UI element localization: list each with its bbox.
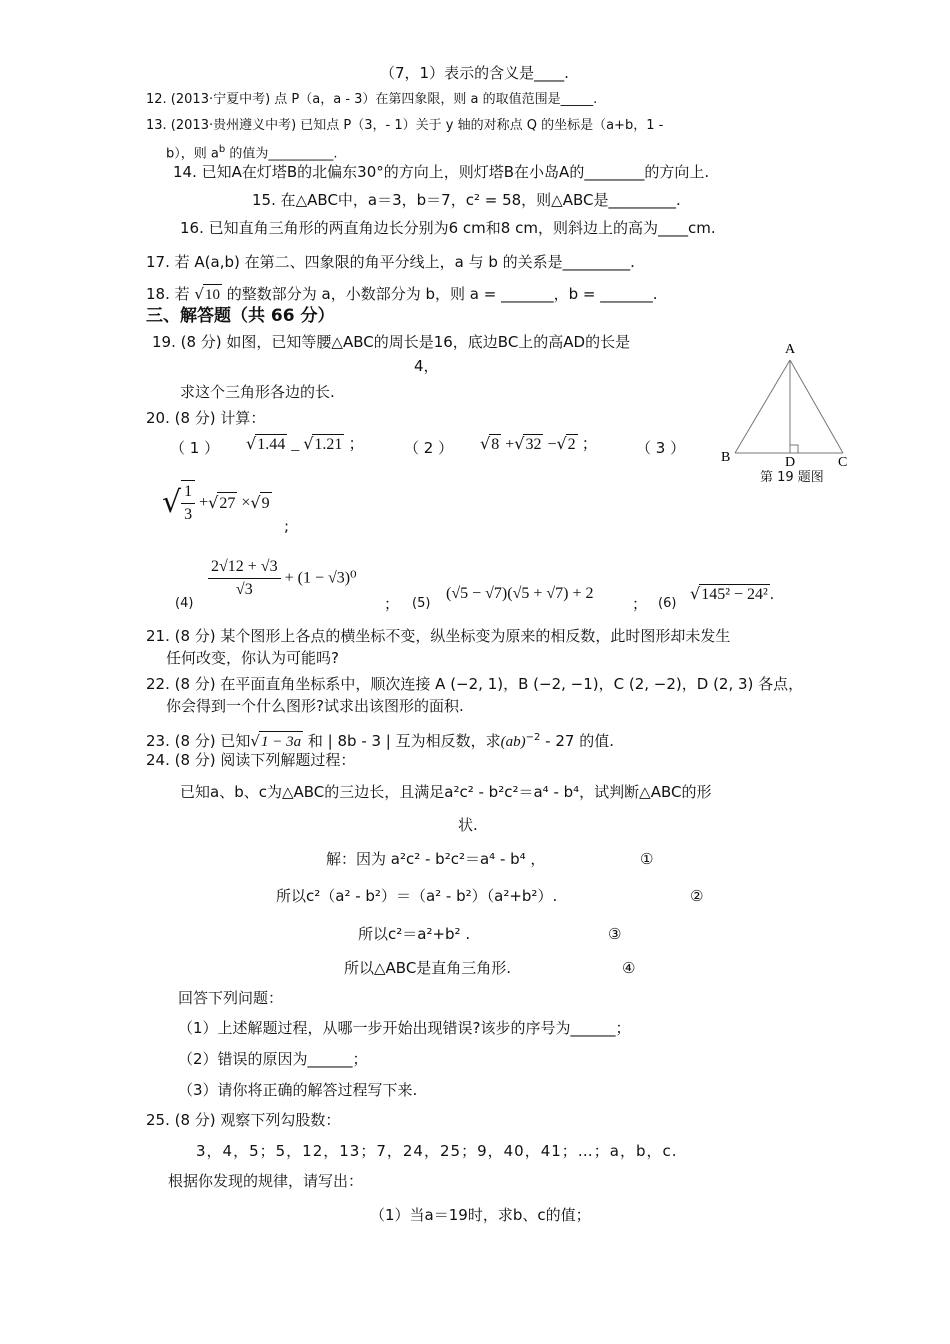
radicand-27: 27	[217, 492, 237, 515]
right-angle-mark	[790, 445, 798, 453]
solution-step3: 所以c²＝a²+b² .	[358, 925, 471, 943]
question-12: 12. (2013·宁夏中考) 点 P（a，a - 3）在第四象限，则 a 的取值范围是_____.	[146, 92, 598, 107]
label-a: A	[785, 342, 796, 357]
answer-2: （2）错误的原因为______；	[178, 1050, 368, 1068]
question-21-line1: 21. (8 分) 某个图形上各点的横坐标不变，纵坐标变为原来的相反数，此时图形却未发生	[146, 627, 731, 645]
radicand-8: 8	[491, 436, 500, 453]
q20-item1-label: （ 1 ）	[170, 439, 220, 457]
label-c: C	[838, 455, 848, 470]
question-25: 25. (8 分) 观察下列勾股数：	[146, 1111, 341, 1129]
q23-radicand: 1 − 3a	[259, 731, 303, 752]
q23-ab: (ab)	[500, 734, 526, 750]
question-18	[146, 284, 657, 305]
answer-1: （1）上述解题过程，从哪一步开始出现错误?该步的序号为______；	[178, 1019, 631, 1037]
question-20: 20. (8 分) 计算：	[146, 409, 266, 427]
radicand-9: 9	[260, 492, 272, 515]
q13-end: 的值为__________.	[225, 146, 338, 162]
sqrt-symbol: √	[194, 285, 204, 303]
line-q11-tail: （7，1）表示的含义是____.	[380, 64, 569, 82]
q24-given-line1: 已知a、b、c为△ABC的三边长，且满足a²c² - b²c²＝a⁴ - b⁴，试判断△ABC的形	[180, 783, 712, 801]
radicand-145-24: 145² − 24²	[701, 586, 768, 603]
q20-item1-expr: √1.44 _ √1.21 ；	[246, 434, 365, 453]
solution-step4: 所以△ABC是直角三角形.	[344, 959, 512, 977]
q20-item4-end: ；	[384, 595, 400, 613]
radicand-1-44: 1.44	[257, 436, 286, 453]
q18-end: 的整数部分为 a，小数部分为 b，则 a = _______，b = _______.	[226, 285, 658, 303]
answer-3: （3）请你将正确的解答过程写下来.	[178, 1081, 418, 1099]
q23-exp: −2	[525, 732, 541, 743]
step2-number: ②	[690, 887, 704, 905]
section-3-heading: 三、解答题（共 66 分）	[146, 306, 335, 326]
question-13-line1: 13. (2013·贵州遵义中考) 已知点 P（3，- 1）关于 y 轴的对称点 Q 的坐标是（a+b，1 -	[146, 118, 664, 133]
label-b: B	[721, 450, 731, 465]
figure-19-triangle	[715, 335, 865, 485]
side-ac	[790, 360, 843, 453]
question-13-line2	[166, 140, 337, 164]
q20-item4-expr	[208, 556, 357, 601]
q25-sequence: 3，4，5；5，12，13；7，24，25；9，40，41；…；a，b，c.	[196, 1142, 678, 1160]
q20-item2-label: （ 2 ）	[404, 439, 454, 457]
question-21-line2: 任何改变，你认为可能吗?	[166, 649, 339, 667]
q23-mid: 和 | 8b - 3 | 互为相反数，求	[307, 732, 501, 750]
step3-number: ③	[608, 925, 622, 943]
q20-item4-label: (4)	[175, 596, 194, 611]
q23-end: - 27 的值.	[540, 732, 614, 750]
q20-item5-end: ；	[632, 595, 648, 613]
step4-number: ④	[622, 959, 636, 977]
radicand-2: 2	[567, 436, 576, 453]
q13-text: b），则 a	[166, 146, 219, 162]
q20-item5-expr: (√5 − √7)(√5 + √7) + 2	[446, 585, 594, 602]
solution-step1: 解：因为 a²c² - b²c²＝a⁴ - b⁴ ，	[326, 850, 546, 868]
question-22-line1: 22. (8 分) 在平面直角坐标系中，顺次连接 A (−2, 1)，B (−2, −1)，C (2, −2)，D (2, 3) 各点，	[146, 675, 804, 693]
q18-start: 18. 若	[146, 285, 190, 303]
q20-item6-label: (6)	[658, 596, 677, 611]
question-19-line1: 19. (8 分) 如图，已知等腰△ABC的周长是16，底边BC上的高AD的长是	[152, 333, 631, 351]
q20-item5-label: (5)	[412, 596, 431, 611]
q20-item3-end: ;	[284, 517, 290, 535]
q13-exponent: b	[218, 144, 226, 155]
radicand-1-21: 1.21	[314, 436, 343, 453]
radicand-32: 32	[525, 436, 542, 453]
question-19-line2: 4，	[414, 357, 439, 375]
answer-prompt: 回答下列问题：	[178, 989, 284, 1007]
label-d: D	[785, 455, 796, 470]
question-24: 24. (8 分) 阅读下列解题过程：	[146, 751, 356, 769]
question-14: 14. 已知A在灯塔B的北偏东30°的方向上，则灯塔B在小岛A的________的方向上.	[173, 163, 710, 181]
figure-19-caption: 第 19 题图	[760, 470, 824, 485]
q25-part1: （1）当a＝19时，求b、c的值；	[370, 1206, 591, 1224]
question-23: 23. (8 分) 已知√1 − 3a 和 | 8b - 3 | 互为相反数，求(ab)$^{-2}$ - 27 的值.	[146, 732, 614, 750]
question-22-line2: 你会得到一个什么图形?试求出该图形的面积.	[166, 697, 464, 715]
q20-item2-expr: √8 +√32 −√2 ；	[480, 434, 598, 453]
question-15: 15. 在△ABC中，a＝3，b＝7，c² = 58，则△ABC是_________.	[252, 191, 681, 209]
question-16: 16. 已知直角三角形的两直角边长分别为6 cm和8 cm，则斜边上的高为____cm.	[180, 219, 716, 237]
question-17: 17. 若 A(a,b) 在第二、四象限的角平分线上，a 与 b 的关系是_________.	[146, 253, 635, 271]
item4-tail: + (1 − √3)⁰	[284, 569, 357, 587]
frac-item4: $\frac{2√12 + √3}{√3}$	[208, 556, 281, 601]
side-ab	[735, 360, 790, 453]
q24-given-line2: 状.	[458, 816, 478, 834]
question-19-line3: 求这个三角形各边的长.	[180, 383, 335, 401]
q18-radicand: 10	[203, 284, 222, 305]
q20-item3-expr: √ $\frac{1}{3}$ +√27 ×√9	[162, 480, 272, 526]
frac-1-3: $\frac{1}{3}$	[181, 480, 195, 526]
step1-number: ①	[640, 850, 654, 868]
q20-item6-expr: √145² − 24² .	[690, 584, 774, 603]
q20-item3-label: （ 3 ）	[636, 439, 686, 457]
q25-instruction: 根据你发现的规律，请写出：	[168, 1172, 364, 1190]
q23-start: 23. (8 分) 已知	[146, 732, 251, 750]
solution-step2: 所以c²（a² - b²）＝（a² - b²）（a²+b²）.	[276, 887, 558, 905]
